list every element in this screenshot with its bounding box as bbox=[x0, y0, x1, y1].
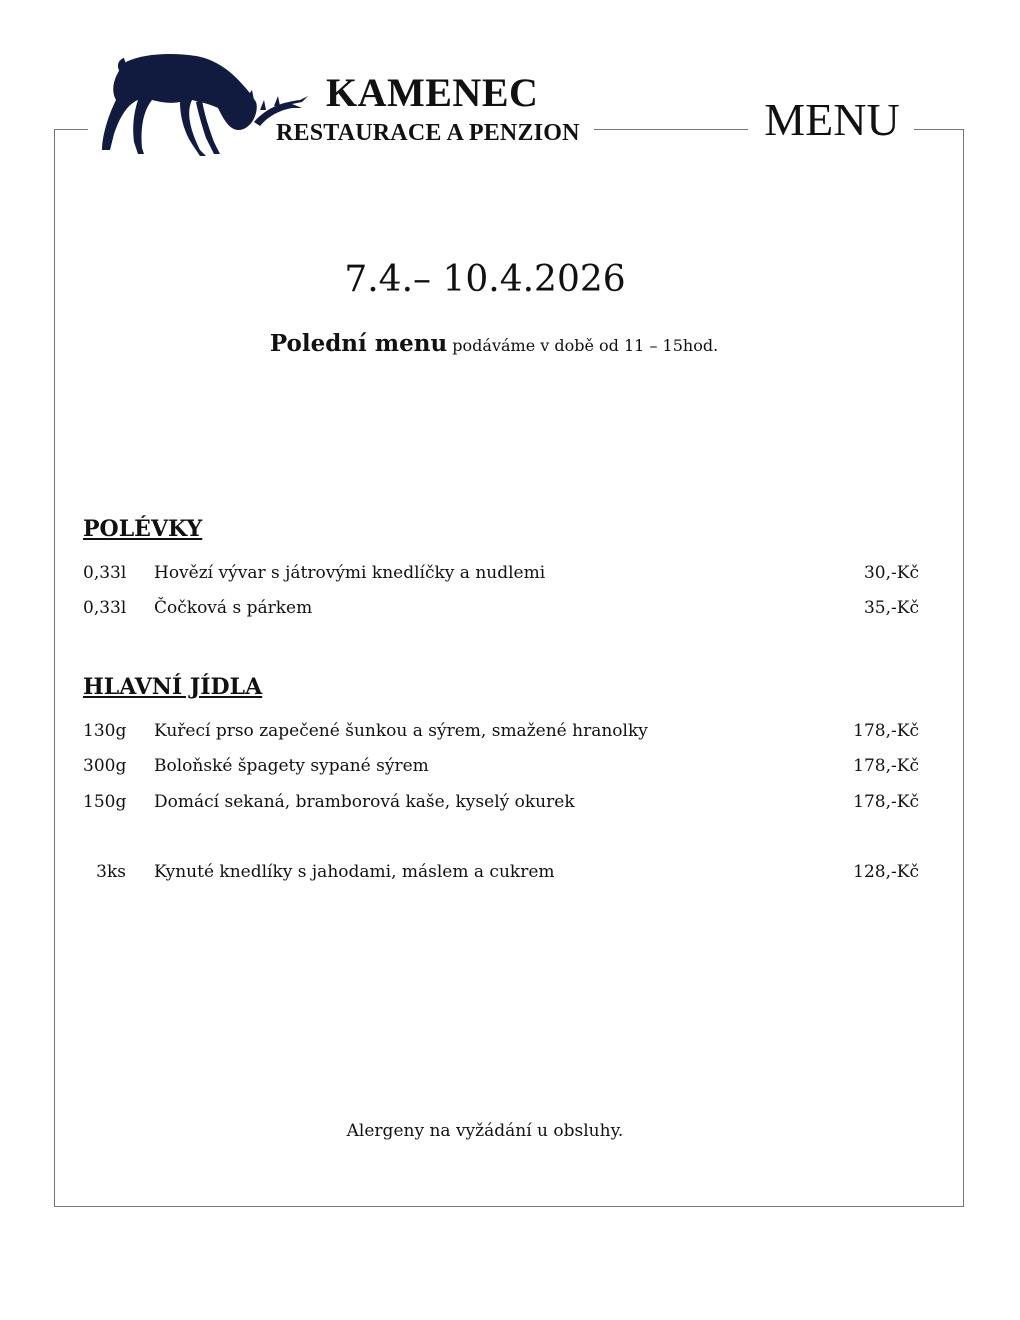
item-name: Kynuté knedlíky s jahodami, máslem a cukrem bbox=[154, 862, 555, 882]
item-quantity: 0,33l bbox=[83, 598, 127, 618]
menu-item bbox=[83, 718, 919, 744]
item-price: 128,-Kč bbox=[853, 862, 919, 882]
item-price: 178,-Kč bbox=[853, 756, 919, 776]
allergen-note: Alergeny na vyžádání u obsluhy. bbox=[346, 1121, 624, 1141]
lunch-info bbox=[0, 328, 988, 362]
lunch-label: Polední menu bbox=[269, 330, 448, 357]
menu-item bbox=[83, 560, 919, 586]
menu-item bbox=[83, 753, 919, 779]
item-price: 30,-Kč bbox=[863, 563, 919, 583]
item-quantity: 300g bbox=[83, 756, 127, 776]
item-name: Domácí sekaná, bramborová kaše, kyselý okurek bbox=[154, 792, 575, 812]
item-price: 35,-Kč bbox=[863, 598, 919, 618]
item-price: 178,-Kč bbox=[853, 792, 919, 812]
item-price: 178,-Kč bbox=[853, 721, 919, 741]
menu-item bbox=[83, 859, 919, 885]
item-name: Hovězí vývar s játrovými knedlíčky a nudlemi bbox=[154, 563, 546, 583]
frame-top-left-line bbox=[54, 129, 88, 130]
date-range: 7.4.– 10.4.2026 bbox=[344, 259, 626, 300]
item-quantity: 0,33l bbox=[83, 563, 127, 583]
item-name: Čočková s párkem bbox=[154, 598, 313, 618]
menu-item bbox=[83, 595, 919, 621]
item-name: Kuřecí prso zapečené šunkou a sýrem, smažené hranolky bbox=[154, 721, 648, 741]
frame-top-right-line bbox=[914, 129, 964, 130]
item-quantity: 130g bbox=[83, 721, 127, 741]
brand-name: KAMENEC bbox=[326, 70, 539, 115]
menu-title: MENU bbox=[764, 94, 900, 145]
lunch-hours: podáváme v době od 11 – 15hod. bbox=[452, 336, 719, 355]
item-quantity: 3ks bbox=[96, 862, 126, 882]
item-name: Boloňské špagety sypané sýrem bbox=[154, 756, 429, 776]
menu-item bbox=[83, 789, 919, 815]
frame-bottom-line bbox=[54, 1206, 964, 1207]
brand-subtitle: RESTAURACE A PENZION bbox=[276, 120, 580, 146]
item-quantity: 150g bbox=[83, 792, 127, 812]
section-title-mains: HLAVNÍ JÍDLA bbox=[83, 674, 263, 700]
frame-top-middle-line bbox=[594, 129, 748, 130]
section-title-soups: POLÉVKY bbox=[83, 516, 203, 542]
